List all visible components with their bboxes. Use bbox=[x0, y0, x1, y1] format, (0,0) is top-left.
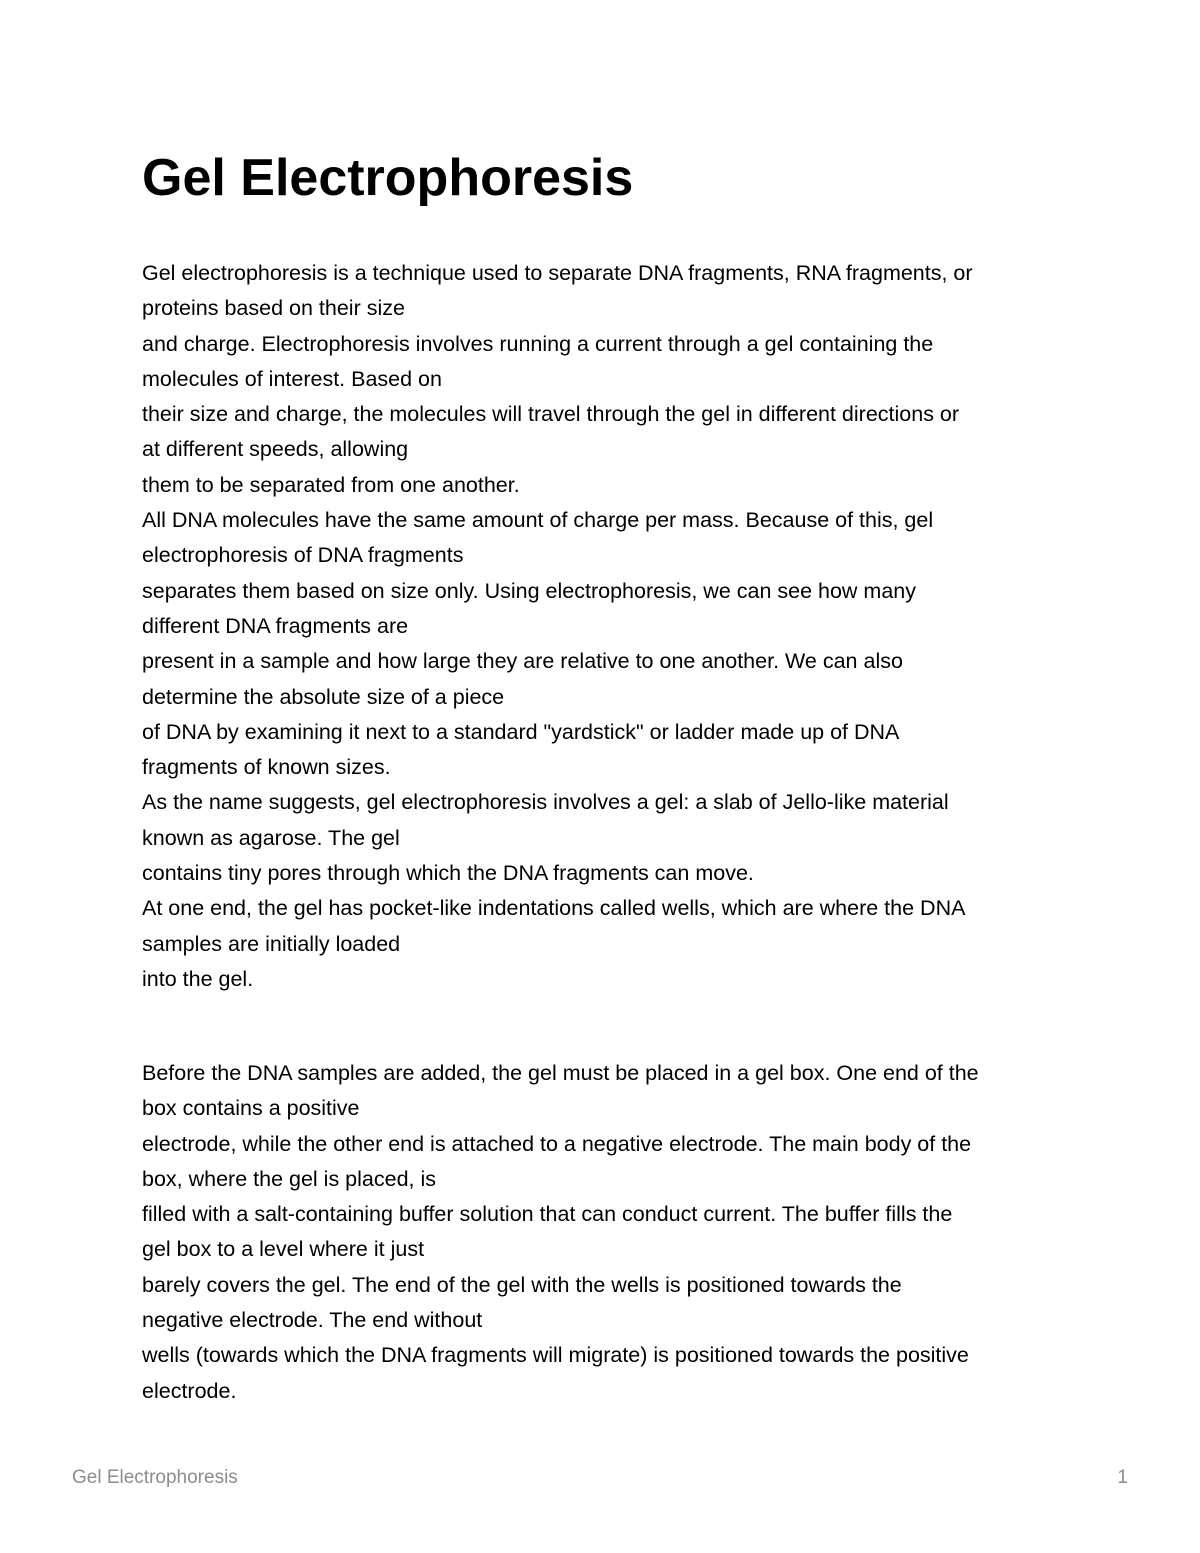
body-text-block-1 bbox=[142, 256, 1102, 997]
page-title: Gel Electrophoresis bbox=[142, 149, 634, 207]
text-line: At one end, the gel has pocket-like indentations called wells, which are where the DNA bbox=[142, 896, 966, 921]
text-line: at different speeds, allowing bbox=[142, 437, 409, 462]
text-line: box contains a positive bbox=[142, 1096, 360, 1121]
text-line: negative electrode. The end without bbox=[142, 1308, 483, 1333]
footer-document-title: Gel Electrophoresis bbox=[72, 1467, 238, 1488]
text-line: filled with a salt-containing buffer solution that can conduct current. The buffer fills the bbox=[142, 1202, 953, 1227]
text-line: present in a sample and how large they are relative to one another. We can also bbox=[142, 649, 903, 674]
text-line: wells (towards which the DNA fragments will migrate) is positioned towards the positive bbox=[142, 1343, 969, 1368]
text-line: known as agarose. The gel bbox=[142, 825, 400, 850]
text-line: barely covers the gel. The end of the gel with the wells is positioned towards the bbox=[142, 1272, 902, 1297]
body-text-block-2 bbox=[142, 1056, 1102, 1409]
text-line: different DNA fragments are bbox=[142, 613, 409, 638]
text-line: samples are initially loaded bbox=[142, 931, 401, 956]
text-line: electrophoresis of DNA fragments bbox=[142, 543, 464, 568]
text-line: As the name suggests, gel electrophoresis involves a gel: a slab of Jello-like material bbox=[142, 790, 949, 815]
text-line: their size and charge, the molecules will travel through the gel in different directions or bbox=[142, 402, 960, 427]
text-line: of DNA by examining it next to a standard "yardstick" or ladder made up of DNA bbox=[142, 719, 900, 744]
text-line: molecules of interest. Based on bbox=[142, 366, 442, 391]
text-line: determine the absolute size of a piece bbox=[142, 684, 505, 709]
text-line: electrode, while the other end is attached to a negative electrode. The main body of the bbox=[142, 1131, 972, 1156]
text-line: proteins based on their size bbox=[142, 296, 405, 321]
text-line: into the gel. bbox=[142, 966, 254, 991]
text-line: box, where the gel is placed, is bbox=[142, 1166, 436, 1191]
text-line: gel box to a level where it just bbox=[142, 1237, 425, 1262]
text-line: electrode. bbox=[142, 1378, 237, 1403]
text-line: All DNA molecules have the same amount of charge per mass. Because of this, gel bbox=[142, 508, 934, 533]
text-line: them to be separated from one another. bbox=[142, 472, 520, 497]
text-line: Before the DNA samples are added, the gel must be placed in a gel box. One end of the bbox=[142, 1061, 979, 1085]
text-line: and charge. Electrophoresis involves running a current through a gel containing the bbox=[142, 331, 934, 356]
text-line: fragments of known sizes. bbox=[142, 755, 391, 780]
text-line: separates them based on size only. Using electrophoresis, we can see how many bbox=[142, 578, 917, 603]
text-line: Gel electrophoresis is a technique used to separate DNA fragments, RNA fragments, or bbox=[142, 261, 973, 285]
footer-page-number: 1 bbox=[1117, 1467, 1128, 1488]
text-line: contains tiny pores through which the DNA fragments can move. bbox=[142, 861, 754, 886]
